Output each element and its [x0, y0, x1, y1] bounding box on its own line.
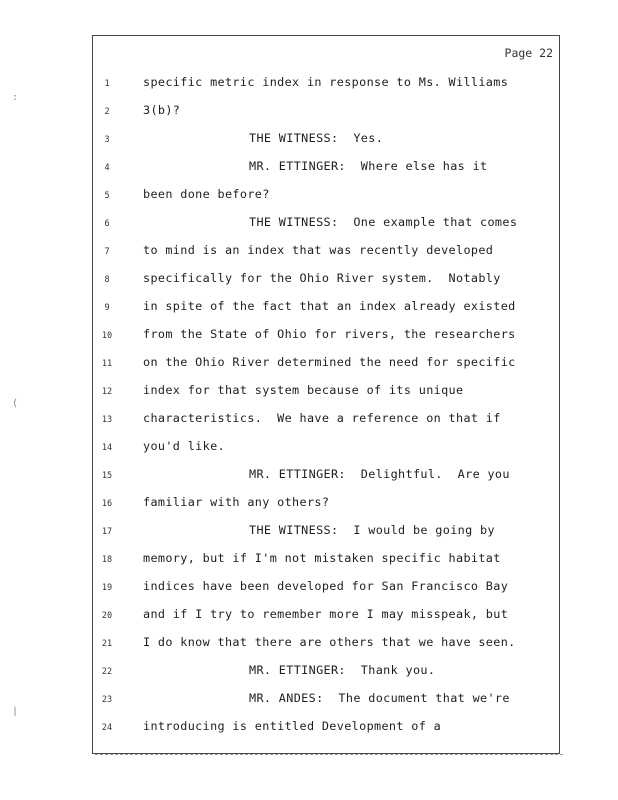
transcript-line — [93, 438, 561, 458]
line-number: 1 — [104, 79, 110, 89]
line-number: 18 — [101, 555, 113, 565]
line-number: 12 — [101, 387, 113, 397]
line-text: MR. ETTINGER: Where else has it — [249, 159, 488, 173]
line-number: 13 — [101, 415, 113, 425]
line-text: indices have been developed for San Francisco Bay — [143, 579, 509, 593]
line-text: I do know that there are others that we have seen. — [143, 635, 516, 649]
transcript-line — [93, 382, 561, 402]
line-number: 21 — [101, 639, 113, 649]
line-number: 8 — [104, 275, 110, 285]
transcript-line — [93, 74, 561, 94]
transcript-line — [93, 298, 561, 318]
transcript-line — [93, 522, 561, 542]
line-number: 10 — [101, 331, 113, 341]
transcript-line — [93, 578, 561, 598]
line-number: 14 — [101, 443, 113, 453]
line-text: MR. ETTINGER: Delightful. Are you — [249, 467, 510, 481]
line-text: MR. ETTINGER: Thank you. — [249, 663, 436, 677]
line-text: MR. ANDES: The document that we're — [249, 691, 510, 705]
line-number: 22 — [101, 667, 113, 677]
line-text: index for that system because of its unique — [143, 383, 464, 397]
transcript-line — [93, 130, 561, 150]
line-text: been done before? — [143, 187, 270, 201]
transcript-page — [92, 35, 560, 754]
line-text: specifically for the Ohio River system. Notably — [143, 271, 501, 285]
transcript-line — [93, 326, 561, 346]
page-number: Page 22 — [504, 46, 553, 60]
line-text: memory, but if I'm not mistaken specific habitat — [143, 551, 501, 565]
line-number: 6 — [104, 219, 110, 229]
line-text: introducing is entitled Development of a — [143, 719, 442, 733]
line-number: 23 — [101, 695, 113, 705]
line-number: 24 — [101, 723, 113, 733]
line-number: 3 — [104, 135, 110, 145]
line-text: THE WITNESS: One example that comes — [249, 215, 518, 229]
transcript-line — [93, 634, 561, 654]
line-text: specific metric index in response to Ms. Williams — [143, 75, 509, 89]
transcript-line — [93, 410, 561, 430]
transcript-line — [93, 466, 561, 486]
line-number: 2 — [104, 107, 110, 117]
line-number: 11 — [101, 359, 113, 369]
transcript-line — [93, 214, 561, 234]
line-number: 19 — [101, 583, 113, 593]
line-text: THE WITNESS: I would be going by — [249, 523, 495, 537]
line-text: on the Ohio River determined the need for specific — [143, 355, 516, 369]
line-text: you'd like. — [143, 439, 225, 453]
line-text: familiar with any others? — [143, 495, 330, 509]
binding-mark: | — [12, 706, 19, 717]
line-text: THE WITNESS: Yes. — [249, 131, 384, 145]
line-number: 15 — [101, 471, 113, 481]
transcript-line — [93, 354, 561, 374]
line-text: and if I try to remember more I may misspeak, but — [143, 607, 509, 621]
transcript-line — [93, 270, 561, 290]
transcript-line — [93, 718, 561, 738]
binding-mark: : — [12, 92, 19, 103]
bottom-rule — [95, 754, 563, 756]
transcript-line — [93, 550, 561, 570]
transcript-line — [93, 606, 561, 626]
line-number: 20 — [101, 611, 113, 621]
transcript-line — [93, 102, 561, 122]
line-number: 4 — [104, 163, 110, 173]
line-number: 16 — [101, 499, 113, 509]
line-text: from the State of Ohio for rivers, the researchers — [143, 327, 516, 341]
line-number: 17 — [101, 527, 113, 537]
line-number: 9 — [104, 303, 110, 313]
line-number: 7 — [104, 247, 110, 257]
transcript-line — [93, 662, 561, 682]
transcript-line — [93, 494, 561, 514]
line-text: in spite of the fact that an index already existed — [143, 299, 516, 313]
line-text: 3(b)? — [143, 103, 181, 117]
line-text: to mind is an index that was recently developed — [143, 243, 494, 257]
transcript-line — [93, 186, 561, 206]
transcript-line — [93, 242, 561, 262]
binding-mark: ( — [12, 398, 19, 409]
transcript-line — [93, 690, 561, 710]
transcript-line — [93, 158, 561, 178]
line-number: 5 — [104, 191, 110, 201]
line-text: characteristics. We have a reference on that if — [143, 411, 501, 425]
